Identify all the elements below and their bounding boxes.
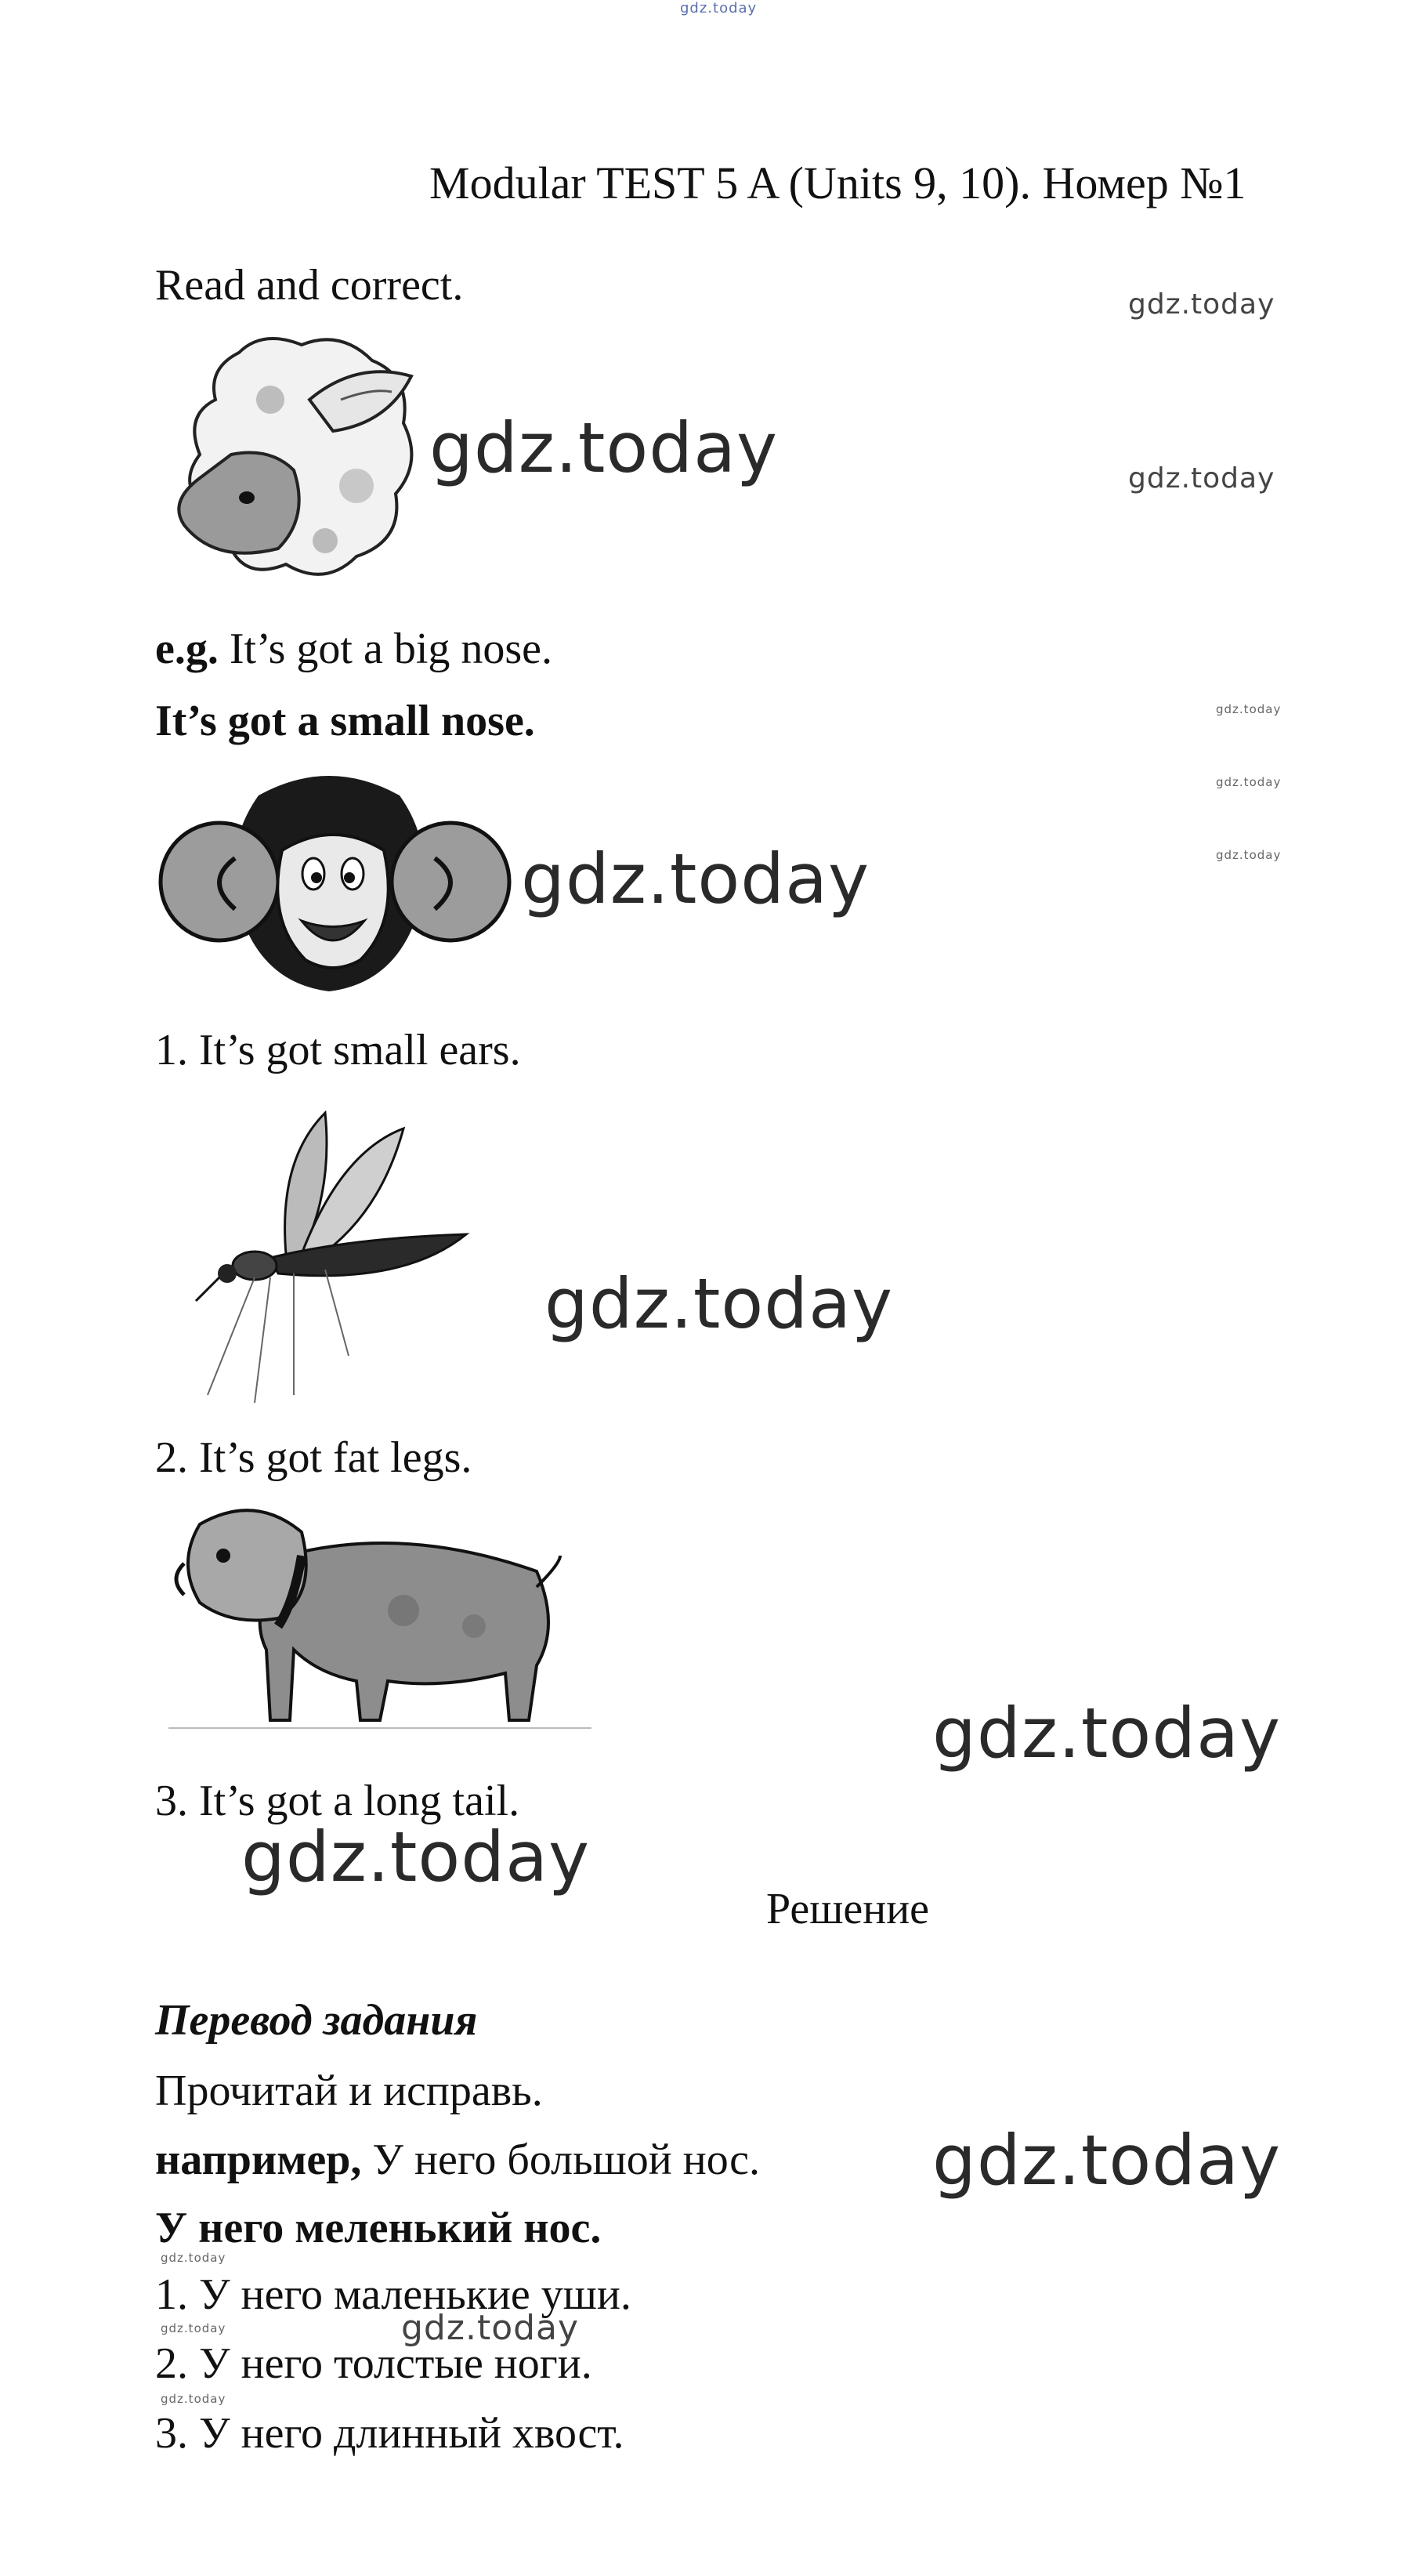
translation-example-text: У него большой нос. (361, 2136, 760, 2184)
watermark: gdz.today (932, 2120, 1282, 2201)
watermark: gdz.today (161, 2392, 226, 2406)
watermark: gdz.today (241, 1817, 591, 1897)
translation-example (155, 2138, 760, 2182)
solution-heading: Решение (766, 1885, 930, 1933)
task-item-2: 2. It’s got fat legs. (155, 1433, 472, 1482)
task-instruction: Read and correct. (155, 261, 464, 310)
translation-example-prefix: например, (155, 2136, 362, 2184)
watermark: gdz.today (1216, 848, 1282, 862)
monkey-illustration (157, 764, 509, 999)
translation-answer: У него меленький нос. (155, 2204, 602, 2252)
page-title: Modular TEST 5 A (Units 9, 10). Номер №1 (429, 158, 1246, 208)
translation-heading: Перевод задания (155, 1996, 478, 2045)
watermark: gdz.today (1216, 702, 1282, 716)
watermark: gdz.today (401, 2308, 580, 2348)
example-text: It’s got a big nose. (218, 625, 553, 673)
translation-item-2: 2. У него толстые ноги. (155, 2339, 592, 2388)
watermark: gdz.today (521, 839, 870, 919)
watermark: gdz.today (932, 1693, 1282, 1773)
example-answer: It’s got a small nose. (155, 697, 535, 745)
translation-item-3: 3. У него длинный хвост. (155, 2409, 624, 2458)
mosquito-illustration (168, 1097, 482, 1426)
watermark: gdz.today (1128, 288, 1275, 321)
task-item-3: 3. It’s got a long tail. (155, 1777, 520, 1825)
example-prefix: e.g. (155, 625, 219, 673)
watermark: gdz.today (429, 408, 779, 488)
watermark: gdz.today (161, 2251, 226, 2265)
example-sentence (155, 627, 552, 671)
watermark: gdz.today (544, 1263, 894, 1344)
watermark: gdz.today (1216, 775, 1282, 789)
translation-instruction: Прочитай и исправь. (155, 2067, 543, 2115)
task-item-1: 1. It’s got small ears. (155, 1026, 521, 1074)
translation-item-1: 1. У него маленькие уши. (155, 2270, 631, 2319)
top-watermark: gdz.today (680, 0, 758, 16)
watermark: gdz.today (1128, 462, 1275, 495)
watermark: gdz.today (161, 2321, 226, 2335)
bulldog-illustration (168, 1493, 591, 1744)
